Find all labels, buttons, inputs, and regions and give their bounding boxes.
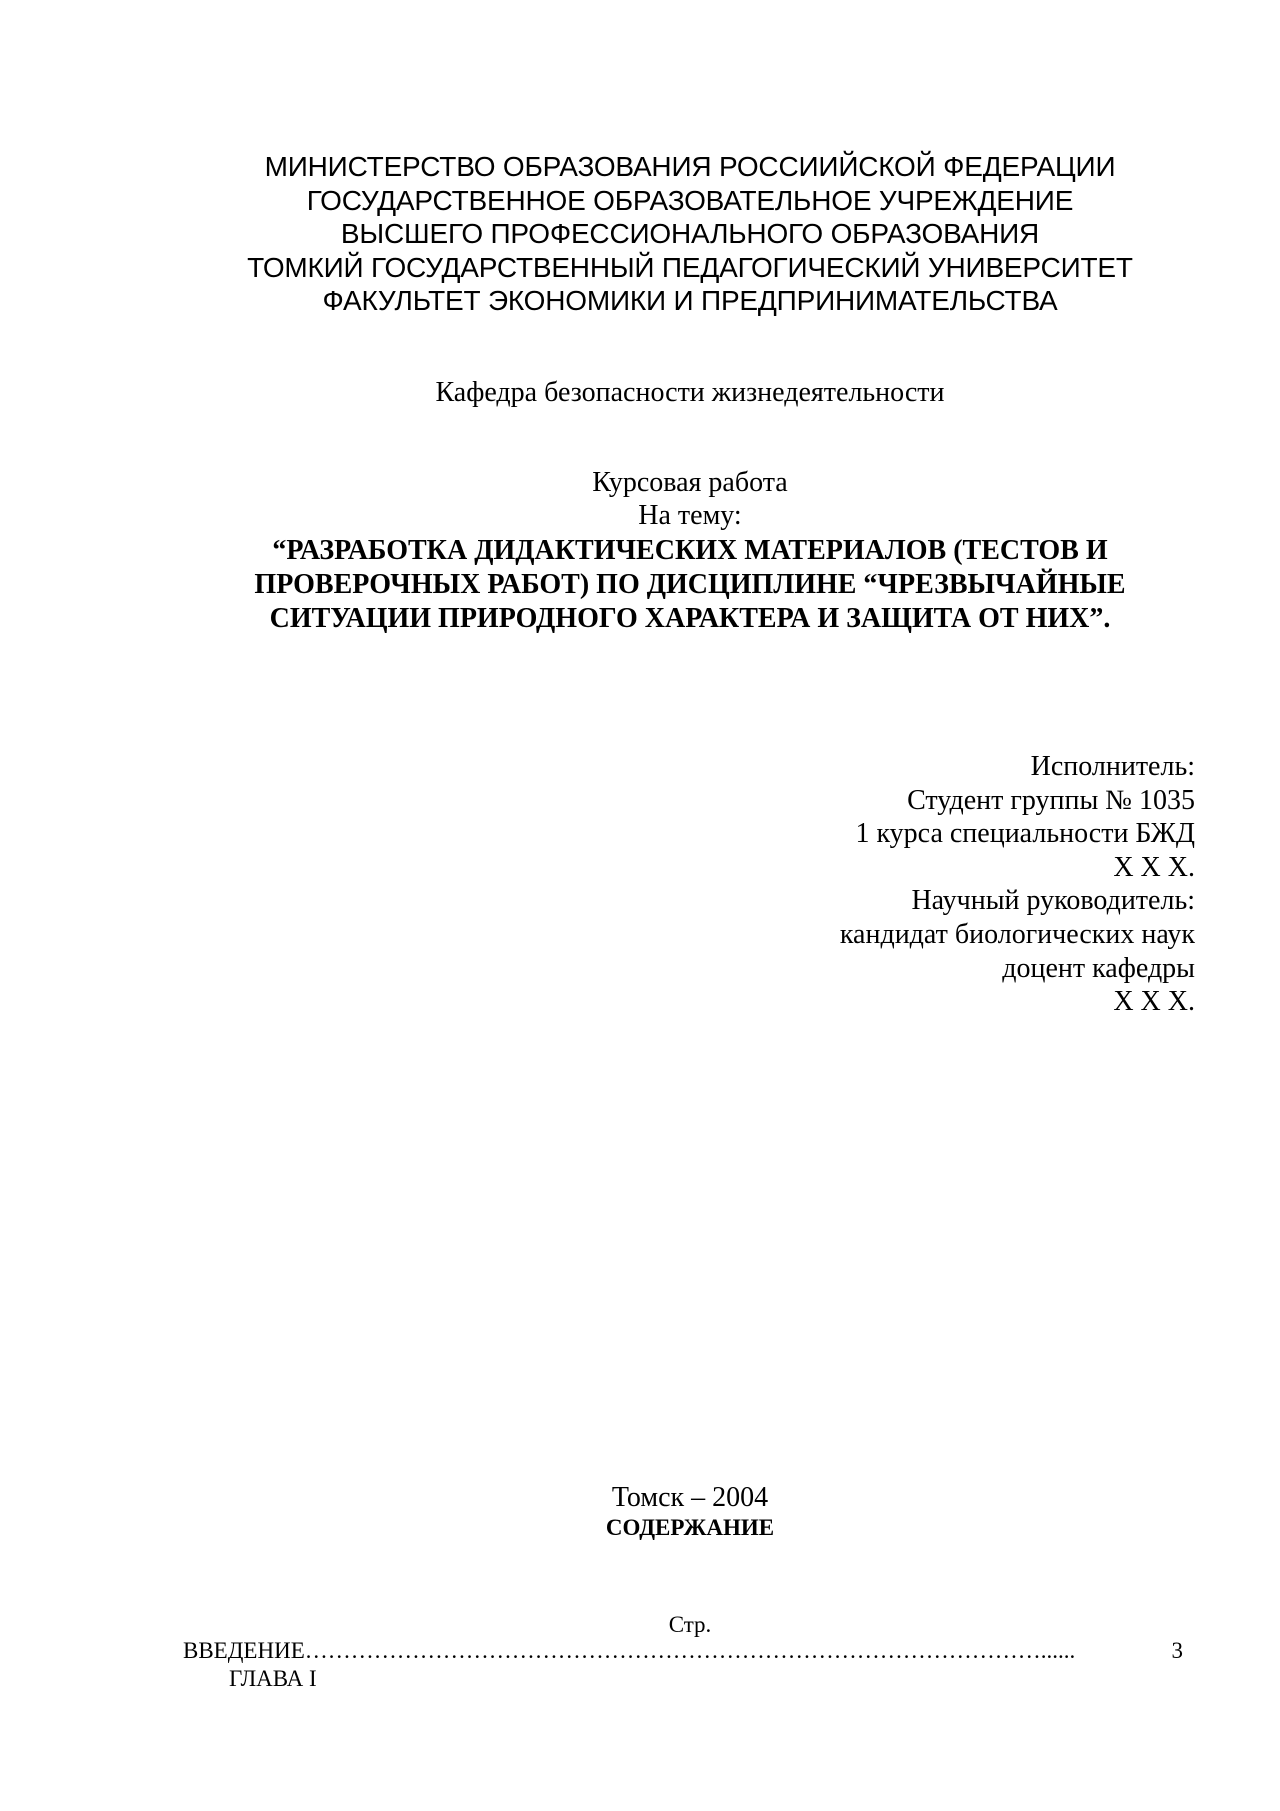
toc-page-column-label [0,1611,1280,1639]
supervisor-name: Х Х Х. [1113,986,1195,1018]
work-title [0,534,1280,636]
city-year [0,1482,1280,1514]
student-name: Х Х Х. [1113,851,1195,883]
work-type-block [0,466,1280,532]
toc-entry[interactable] [183,1637,1183,1665]
toc-entry-leader: ……………………………………………………………………………………...... [304,1638,1076,1663]
toc-chapter-label: ГЛАВА I [229,1666,317,1691]
performer-label: Исполнитель: [1030,751,1195,782]
toc-entry-label: ВВЕДЕНИЕ [183,1638,305,1663]
header-line-ministry: МИНИСТЕРСТВО ОБРАЗОВАНИЯ РОССИИЙСКОЙ ФЕДЕРАЦИИ [264,151,1116,182]
student-group: Студент группы № 1035 [907,784,1195,816]
work-type-label: Курсовая работа [592,467,788,498]
header-line-faculty: ФАКУЛЬТЕТ ЭКОНОМИКИ И ПРЕДПРИНИМАТЕЛЬСТВА [322,285,1058,316]
toc-page-label: Стр. [668,1612,712,1637]
toc-title-label: СОДЕРЖАНИЕ [605,1515,775,1540]
city-year-label: Томск – 2004 [611,1482,769,1513]
department-name [0,376,1280,410]
toc-title [0,1514,1280,1542]
department-label: Кафедра безопасности жизнедеятельности [435,377,945,408]
topic-label: На тему: [638,500,742,531]
supervisor-degree: кандидат биологических наук [839,918,1195,950]
institution-header [0,150,1280,318]
toc-entry-page: 3 [1171,1638,1183,1663]
author-block [0,750,1195,1019]
header-line-university: ТОМКИЙ ГОСУДАРСТВЕННЫЙ ПЕДАГОГИЧЕСКИЙ УНИВЕРСИТЕТ [247,251,1133,283]
work-title-line-3: СИТУАЦИИ ПРИРОДНОГО ХАРАКТЕРА И ЗАЩИТА ОТ НИХ”. [269,603,1111,634]
header-line-education-level: ВЫСШЕГО ПРОФЕССИОНАЛЬНОГО ОБРАЗОВАНИЯ [340,218,1040,249]
supervisor-position: доцент кафедры [1002,952,1195,984]
header-line-institution-type: ГОСУДАРСТВЕННОЕ ОБРАЗОВАТЕЛЬНОЕ УЧРЕЖДЕНИЕ [306,184,1074,216]
supervisor-label: Научный руководитель: [911,885,1195,917]
student-course: 1 курса специальности БЖД [855,818,1195,850]
work-title-line-1: “РАЗРАБОТКА ДИДАКТИЧЕСКИХ МАТЕРИАЛОВ (ТЕСТОВ И [272,535,1108,566]
work-title-line-2: ПРОВЕРОЧНЫХ РАБОТ) ПО ДИСЦИПЛИНЕ “ЧРЕЗВЫЧАЙНЫЕ [254,569,1126,600]
toc-chapter-heading[interactable] [229,1665,629,1693]
